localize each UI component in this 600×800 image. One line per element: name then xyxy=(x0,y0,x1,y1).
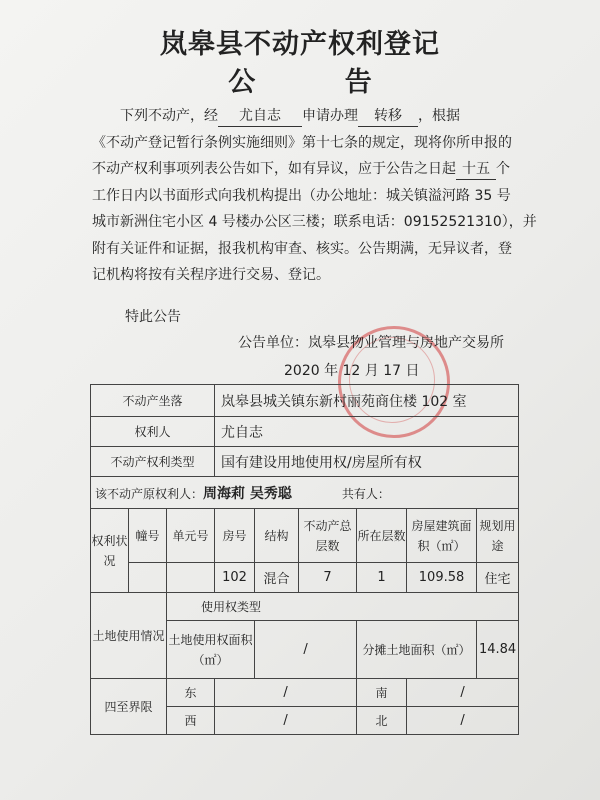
body-line-4: 工作日内以书面形式向我机构提出（办公地址：城关镇溢河路 35 号 xyxy=(92,187,511,204)
header-planned-use: 规划用途 xyxy=(477,509,519,563)
east-label: 东 xyxy=(167,679,215,707)
row-owner xyxy=(91,417,519,447)
body-line-6: 附有关证件和证据，报我机构审查、核实。公告期满，无异议者，登 xyxy=(92,240,512,257)
land-area-value: / xyxy=(255,621,357,679)
co-owner-label: 共有人： xyxy=(341,486,390,501)
business-type: 转移 xyxy=(358,106,418,127)
header-floor: 所在层数 xyxy=(357,509,407,563)
value-unit xyxy=(167,563,215,593)
value-structure: 混合 xyxy=(255,563,299,593)
applicant-name: 尤自志 xyxy=(218,106,302,127)
header-building-area: 房屋建筑面积（㎡） xyxy=(407,509,477,563)
west-value: / xyxy=(215,707,357,735)
value-building xyxy=(129,563,167,593)
right-type-value: 国有建设用地使用权/房屋所有权 xyxy=(215,447,519,477)
row-status-values xyxy=(91,563,519,593)
header-unit: 单元号 xyxy=(167,509,215,563)
original-owner-value: 周海莉 吴秀聪 xyxy=(203,485,292,502)
closing-phrase: 特此公告 xyxy=(125,309,181,325)
property-table xyxy=(90,384,519,735)
body-line-1: 下列不动产，经 尤自志 申请办理 转移 ，根据 xyxy=(92,103,532,130)
header-room: 房号 xyxy=(215,509,255,563)
original-owner-label: 该不动产原权利人： xyxy=(95,486,204,501)
row-east-south xyxy=(91,679,519,707)
row-status-headers xyxy=(91,509,519,563)
right-type-label: 不动产权利类型 xyxy=(91,447,215,477)
shared-area-label: 分摊土地面积（㎡） xyxy=(357,621,477,679)
value-floor: 1 xyxy=(357,563,407,593)
south-label: 南 xyxy=(357,679,407,707)
header-total-floors: 不动产总层数 xyxy=(299,509,357,563)
shared-area-value: 14.84 xyxy=(477,621,519,679)
row-use-type xyxy=(91,593,519,621)
header-structure: 结构 xyxy=(255,509,299,563)
body-line-2: 《不动产登记暂行条例实施细则》第十七条的规定，现将你所申报的 xyxy=(92,134,512,151)
objection-days: 十五 xyxy=(456,159,496,180)
use-type-label: 使用权类型 xyxy=(167,593,519,621)
body-line-7: 记机构将按有关程序进行交易、登记。 xyxy=(92,267,330,283)
value-building-area: 109.58 xyxy=(407,563,477,593)
location-value: 岚皋县城关镇东新村丽苑商住楼 102 室 xyxy=(215,385,519,417)
notice-title: 岚皋县不动产权利登记 xyxy=(160,29,440,60)
north-label: 北 xyxy=(357,707,407,735)
status-label: 权利状况 xyxy=(91,509,129,593)
notice-body xyxy=(92,103,537,289)
value-room: 102 xyxy=(215,563,255,593)
issuing-unit: 公告单位：岚皋县物业管理与房地产交易所 xyxy=(238,335,504,351)
north-value: / xyxy=(407,707,519,735)
row-original-owner xyxy=(91,477,519,509)
issue-date: 2020 年 12 月 17 日 xyxy=(284,363,420,379)
row-right-type xyxy=(91,447,519,477)
south-value: / xyxy=(407,679,519,707)
location-label: 不动产坐落 xyxy=(91,385,215,417)
owner-label: 权利人 xyxy=(91,417,215,447)
body-line-3: 不动产权利事项列表公告如下，如有异议，应于公告之日起 十五 个 xyxy=(92,156,532,183)
land-area-label: 土地使用权面积（㎡） xyxy=(167,621,255,679)
owner-value: 尤自志 xyxy=(215,417,519,447)
header-building: 幢号 xyxy=(129,509,167,563)
east-value: / xyxy=(215,679,357,707)
body-line-5: 城市新洲住宅小区 4 号楼办公区三楼；联系电话：09152521310），并 xyxy=(92,214,537,230)
boundary-label: 四至界限 xyxy=(91,679,167,735)
land-use-label: 土地使用情况 xyxy=(91,593,167,679)
row-location xyxy=(91,385,519,417)
value-total-floors: 7 xyxy=(299,563,357,593)
value-planned-use: 住宅 xyxy=(477,563,519,593)
west-label: 西 xyxy=(167,707,215,735)
notice-subtitle: 公 告 xyxy=(228,67,412,98)
